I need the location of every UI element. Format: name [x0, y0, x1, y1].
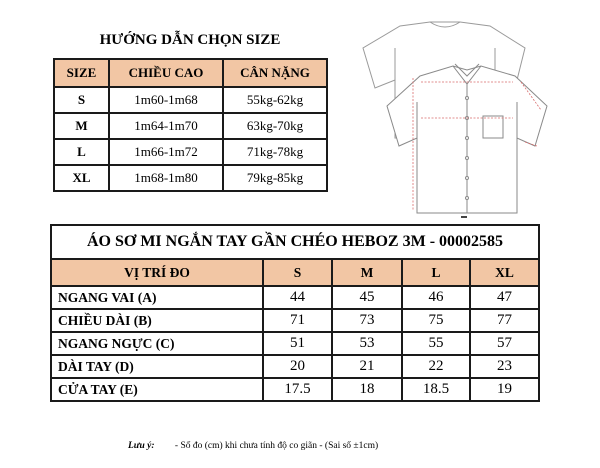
size-cell: XL: [54, 165, 109, 191]
measurement-header: L: [402, 259, 470, 286]
weight-cell: 79kg-85kg: [223, 165, 327, 191]
measurement-value: 46: [402, 286, 470, 309]
height-cell: 1m66-1m72: [109, 139, 223, 165]
measurement-value: 17.5: [263, 378, 332, 401]
size-cell: M: [54, 113, 109, 139]
note-label: Lưu ý:: [128, 441, 155, 451]
measurement-value: 22: [402, 355, 470, 378]
size-guide-header: CHIỀU CAO: [109, 59, 223, 87]
measurement-header: XL: [470, 259, 539, 286]
measurement-value: 51: [263, 332, 332, 355]
measurement-value: 19: [470, 378, 539, 401]
measurement-value: 20: [263, 355, 332, 378]
note-text: - Số đo (cm) khi chưa tính độ co giãn - (Sai số ±1cm): [174, 441, 379, 451]
measurement-value: 73: [332, 309, 402, 332]
weight-cell: 63kg-70kg: [223, 113, 327, 139]
size-guide-table: [53, 58, 328, 192]
measurement-value: 18: [332, 378, 402, 401]
measurement-header-row: [51, 259, 539, 286]
measurement-value: 47: [470, 286, 539, 309]
measurement-table: [50, 224, 540, 402]
size-guide-header-row: [54, 59, 327, 87]
table-row: [54, 165, 327, 191]
measurement-value: 75: [402, 309, 470, 332]
table-row: [51, 355, 539, 378]
table-row: [51, 378, 539, 401]
size-guide-header: CÂN NẶNG: [223, 59, 327, 87]
table-row: [54, 87, 327, 113]
measurement-value: 57: [470, 332, 539, 355]
measurement-header: VỊ TRÍ ĐO: [51, 259, 263, 286]
size-cell: S: [54, 87, 109, 113]
weight-cell: 55kg-62kg: [223, 87, 327, 113]
size-guide-header: SIZE: [54, 59, 109, 87]
measurement-value: 55: [402, 332, 470, 355]
table-row: [51, 309, 539, 332]
height-cell: 1m68-1m80: [109, 165, 223, 191]
table-row: [54, 113, 327, 139]
table-row: [54, 139, 327, 165]
height-cell: 1m60-1m68: [109, 87, 223, 113]
measurement-label: CỬA TAY (E): [51, 378, 263, 401]
size-cell: L: [54, 139, 109, 165]
height-cell: 1m64-1m70: [109, 113, 223, 139]
measurement-header: M: [332, 259, 402, 286]
product-title: ÁO SƠ MI NGẮN TAY GẦN CHÉO HEBOZ 3M - 00002585: [51, 225, 539, 259]
measurement-value: 23: [470, 355, 539, 378]
measurement-value: 21: [332, 355, 402, 378]
measurement-value: 44: [263, 286, 332, 309]
measurement-label: DÀI TAY (D): [51, 355, 263, 378]
size-guide-title: HƯỚNG DẪN CHỌN SIZE: [99, 32, 281, 48]
shirt-outline-diagram-icon: [355, 18, 550, 218]
measurement-label: CHIỀU DÀI (B): [51, 309, 263, 332]
measurement-value: 45: [332, 286, 402, 309]
measurement-label: NGANG VAI (A): [51, 286, 263, 309]
measurement-title-row: [51, 225, 539, 259]
measurement-value: 71: [263, 309, 332, 332]
footnote: [128, 441, 378, 451]
measurement-label: NGANG NGỰC (C): [51, 332, 263, 355]
measurement-value: 18.5: [402, 378, 470, 401]
measurement-value: 77: [470, 309, 539, 332]
weight-cell: 71kg-78kg: [223, 139, 327, 165]
table-row: [51, 332, 539, 355]
measurement-header: S: [263, 259, 332, 286]
table-row: [51, 286, 539, 309]
measurement-value: 53: [332, 332, 402, 355]
